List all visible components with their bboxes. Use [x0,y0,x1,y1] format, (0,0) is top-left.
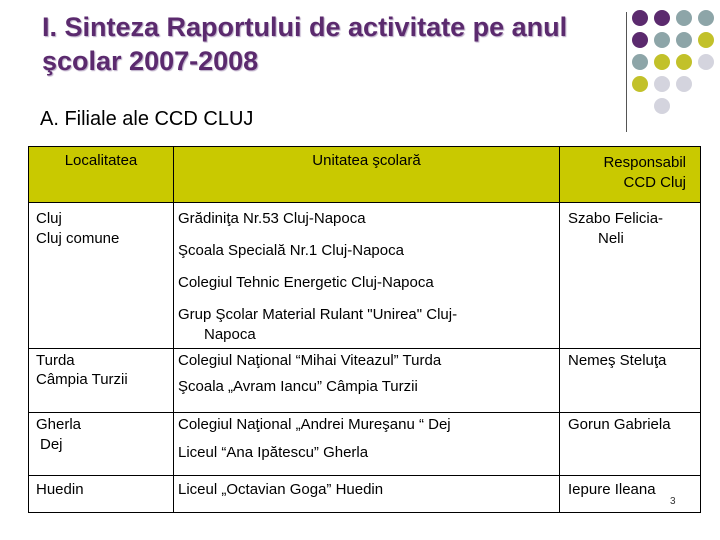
responsabil-cell [560,476,701,513]
header-unitate: Unitatea şcolară [174,147,560,203]
branches-table [28,146,701,513]
table-header-row [29,147,701,203]
unit-name: Grădiniţa Nr.53 Cluj-Napoca [178,210,366,227]
dot-decoration [698,54,714,70]
responsabil-cell [560,203,701,349]
unit-name: Liceul „Octavian Goga” Huedin [178,481,384,498]
dot-decoration [676,32,692,48]
unit-cell [174,203,560,349]
dot-decoration [632,32,648,48]
dot-decoration [654,98,670,114]
header-responsabil [560,147,701,203]
table-row [29,203,701,349]
responsabil-name: Nemeş Steluţa [568,352,667,369]
unit-name: Colegiul Naţional “Mihai Viteazul” Turda [178,352,442,369]
header-localitate: Localitatea [29,147,174,203]
unit-name: Şcoala Specială Nr.1 Cluj-Napoca [178,242,404,259]
dot-decoration [632,76,648,92]
localitate-name: Cluj comune [36,230,120,247]
localitate-cell [29,476,174,513]
responsabil-name: Iepure Ileana [568,481,656,498]
table-row [29,476,701,513]
decorative-dots [632,10,720,120]
unit-name-continued: Napoca [204,326,256,343]
title-line-2: şcolar 2007-2008 [42,46,259,76]
title-line-1: I. Sinteza Raportului de activitate pe anul [42,12,568,42]
responsabil-cell [560,349,701,413]
localitate-cell [29,413,174,476]
header-resp-line-1: Responsabil [603,154,686,171]
localitate-cell [29,349,174,413]
responsabil-name: Szabo Felicia- [568,210,664,227]
unit-name: Liceul “Ana Ipătescu” Gherla [178,444,369,461]
dot-decoration [676,54,692,70]
slide-title [42,10,602,78]
table-row [29,413,701,476]
localitate-name: Gherla [36,416,82,433]
localitate-name: Cluj [36,210,62,227]
responsabil-name: Gorun Gabriela [568,416,671,433]
dot-decoration [632,54,648,70]
unit-name: Şcoala „Avram Iancu” Câmpia Turzii [178,378,418,395]
unit-cell [174,413,560,476]
unit-name: Grup Şcolar Material Rulant "Unirea" Cluj- [178,306,458,323]
dot-decoration [654,54,670,70]
unit-cell [174,349,560,413]
unit-name: Colegiul Tehnic Energetic Cluj-Napoca [178,274,434,291]
dot-decoration [676,76,692,92]
dot-decoration [654,32,670,48]
dot-decoration [654,10,670,26]
localitate-name: Huedin [36,481,84,498]
table-row [29,349,701,413]
page-number: 3 [670,496,676,507]
unit-name: Colegiul Naţional „Andrei Mureşanu “ Dej [178,416,451,433]
localitate-cell [29,203,174,349]
localitate-name: Turda [36,352,75,369]
decorative-divider [626,12,627,132]
responsabil-name-continued: Neli [598,230,624,247]
localitate-name: Dej [40,436,63,453]
section-subtitle: A. Filiale ale CCD CLUJ [40,108,254,130]
dot-decoration [632,10,648,26]
responsabil-cell [560,413,701,476]
header-resp-line-2: CCD Cluj [623,174,686,191]
localitate-name: Câmpia Turzii [36,371,128,388]
dot-decoration [654,76,670,92]
unit-cell [174,476,560,513]
dot-decoration [698,10,714,26]
dot-decoration [676,10,692,26]
dot-decoration [698,32,714,48]
